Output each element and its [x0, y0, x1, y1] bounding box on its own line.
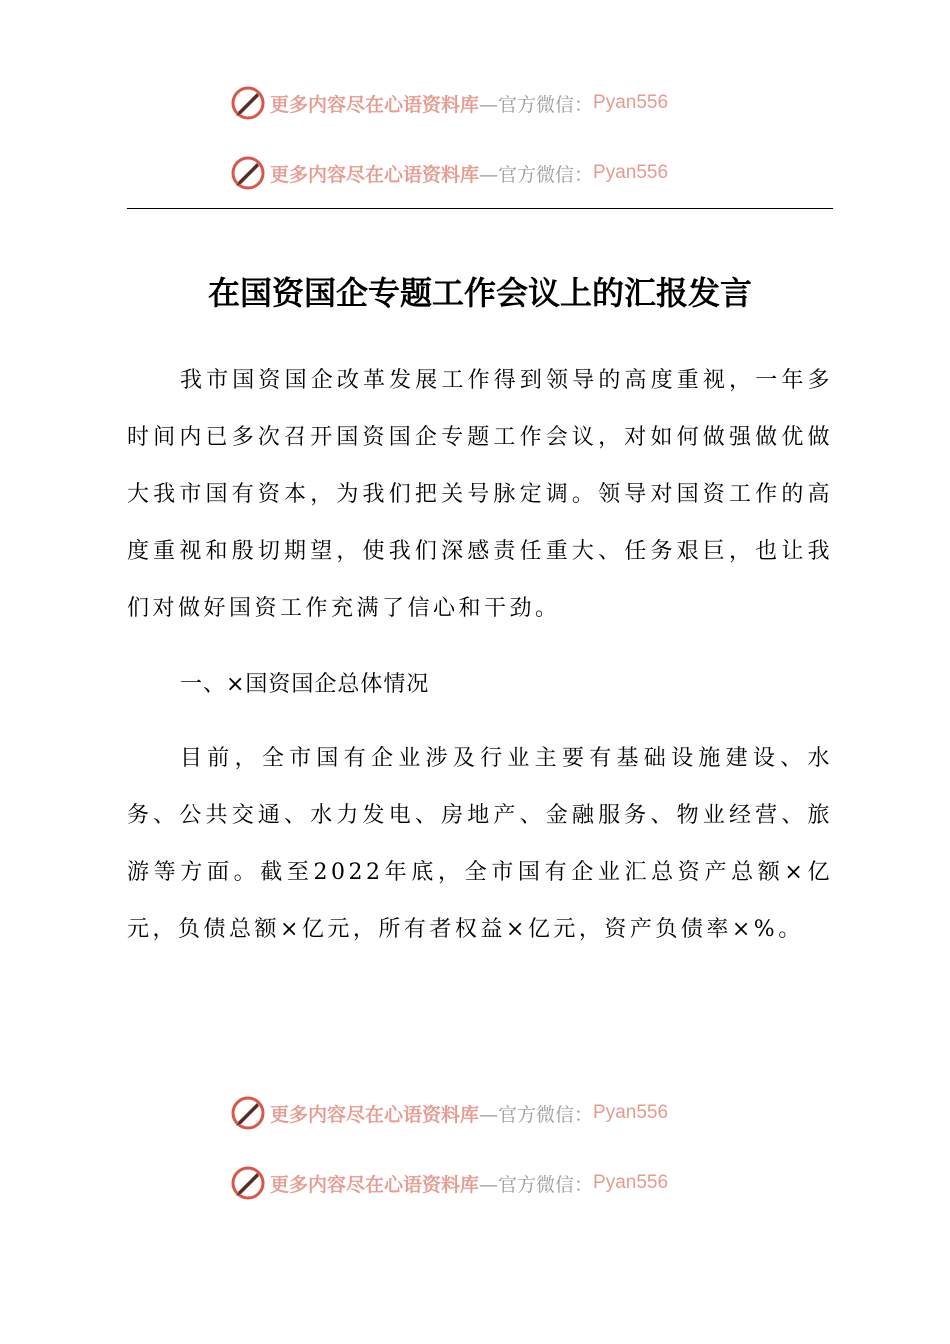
paragraph-overview: 目前，全市国有企业涉及行业主要有基础设施建设、水务、公共交通、水力发电、房地产、金融服务、物业经营、旅游等方面。截至2022年底，全市国有企业汇总资产总额×亿元，负债总额×亿元，所有者权益×亿元，资产负债率×%。 — [127, 746, 833, 942]
watermark-main-text: 更多内容尽在心语资料库 — [270, 1173, 480, 1196]
quill-logo-icon — [230, 155, 266, 191]
watermark-wechat-id: Pyan556 — [593, 92, 669, 113]
paragraph-intro: 我市国资国企改革发展工作得到领导的高度重视，一年多时间内已多次召开国资国企专题工作会议，对如何做强做优做大我市国有资本，为我们把关号脉定调。领导对国资工作的高度重视和殷切期望，使我们深感责任重大、任务艰巨，也让我们对做好国资工作充满了信心和干劲。 — [127, 368, 833, 621]
header-divider — [127, 208, 833, 209]
watermark-sub-text: —官方微信： — [479, 1173, 594, 1196]
watermark-sub-text: —官方微信： — [479, 93, 594, 116]
watermark-wechat-id: Pyan556 — [593, 1102, 669, 1123]
watermark-wechat-id: Pyan556 — [593, 162, 669, 183]
watermark-main-text: 更多内容尽在心语资料库 — [270, 93, 480, 116]
watermark-banner-bottom-1 — [230, 1091, 750, 1135]
watermark-main-text: 更多内容尽在心语资料库 — [270, 1103, 480, 1126]
watermark-banner-bottom-2 — [230, 1161, 750, 1205]
watermark-sub-text: —官方微信： — [479, 163, 594, 186]
watermark-sub-text: —官方微信： — [479, 1103, 594, 1126]
watermark-banner-top-1 — [230, 81, 750, 125]
watermark-banner-top-2 — [230, 151, 750, 195]
quill-logo-icon — [230, 1095, 266, 1131]
section-heading: 一、×国资国企总体情况 — [180, 672, 430, 697]
quill-logo-icon — [230, 85, 266, 121]
quill-logo-icon — [230, 1165, 266, 1201]
document-title: 在国资国企专题工作会议上的汇报发言 — [207, 274, 752, 312]
watermark-wechat-id: Pyan556 — [593, 1172, 669, 1193]
watermark-main-text: 更多内容尽在心语资料库 — [270, 163, 480, 186]
